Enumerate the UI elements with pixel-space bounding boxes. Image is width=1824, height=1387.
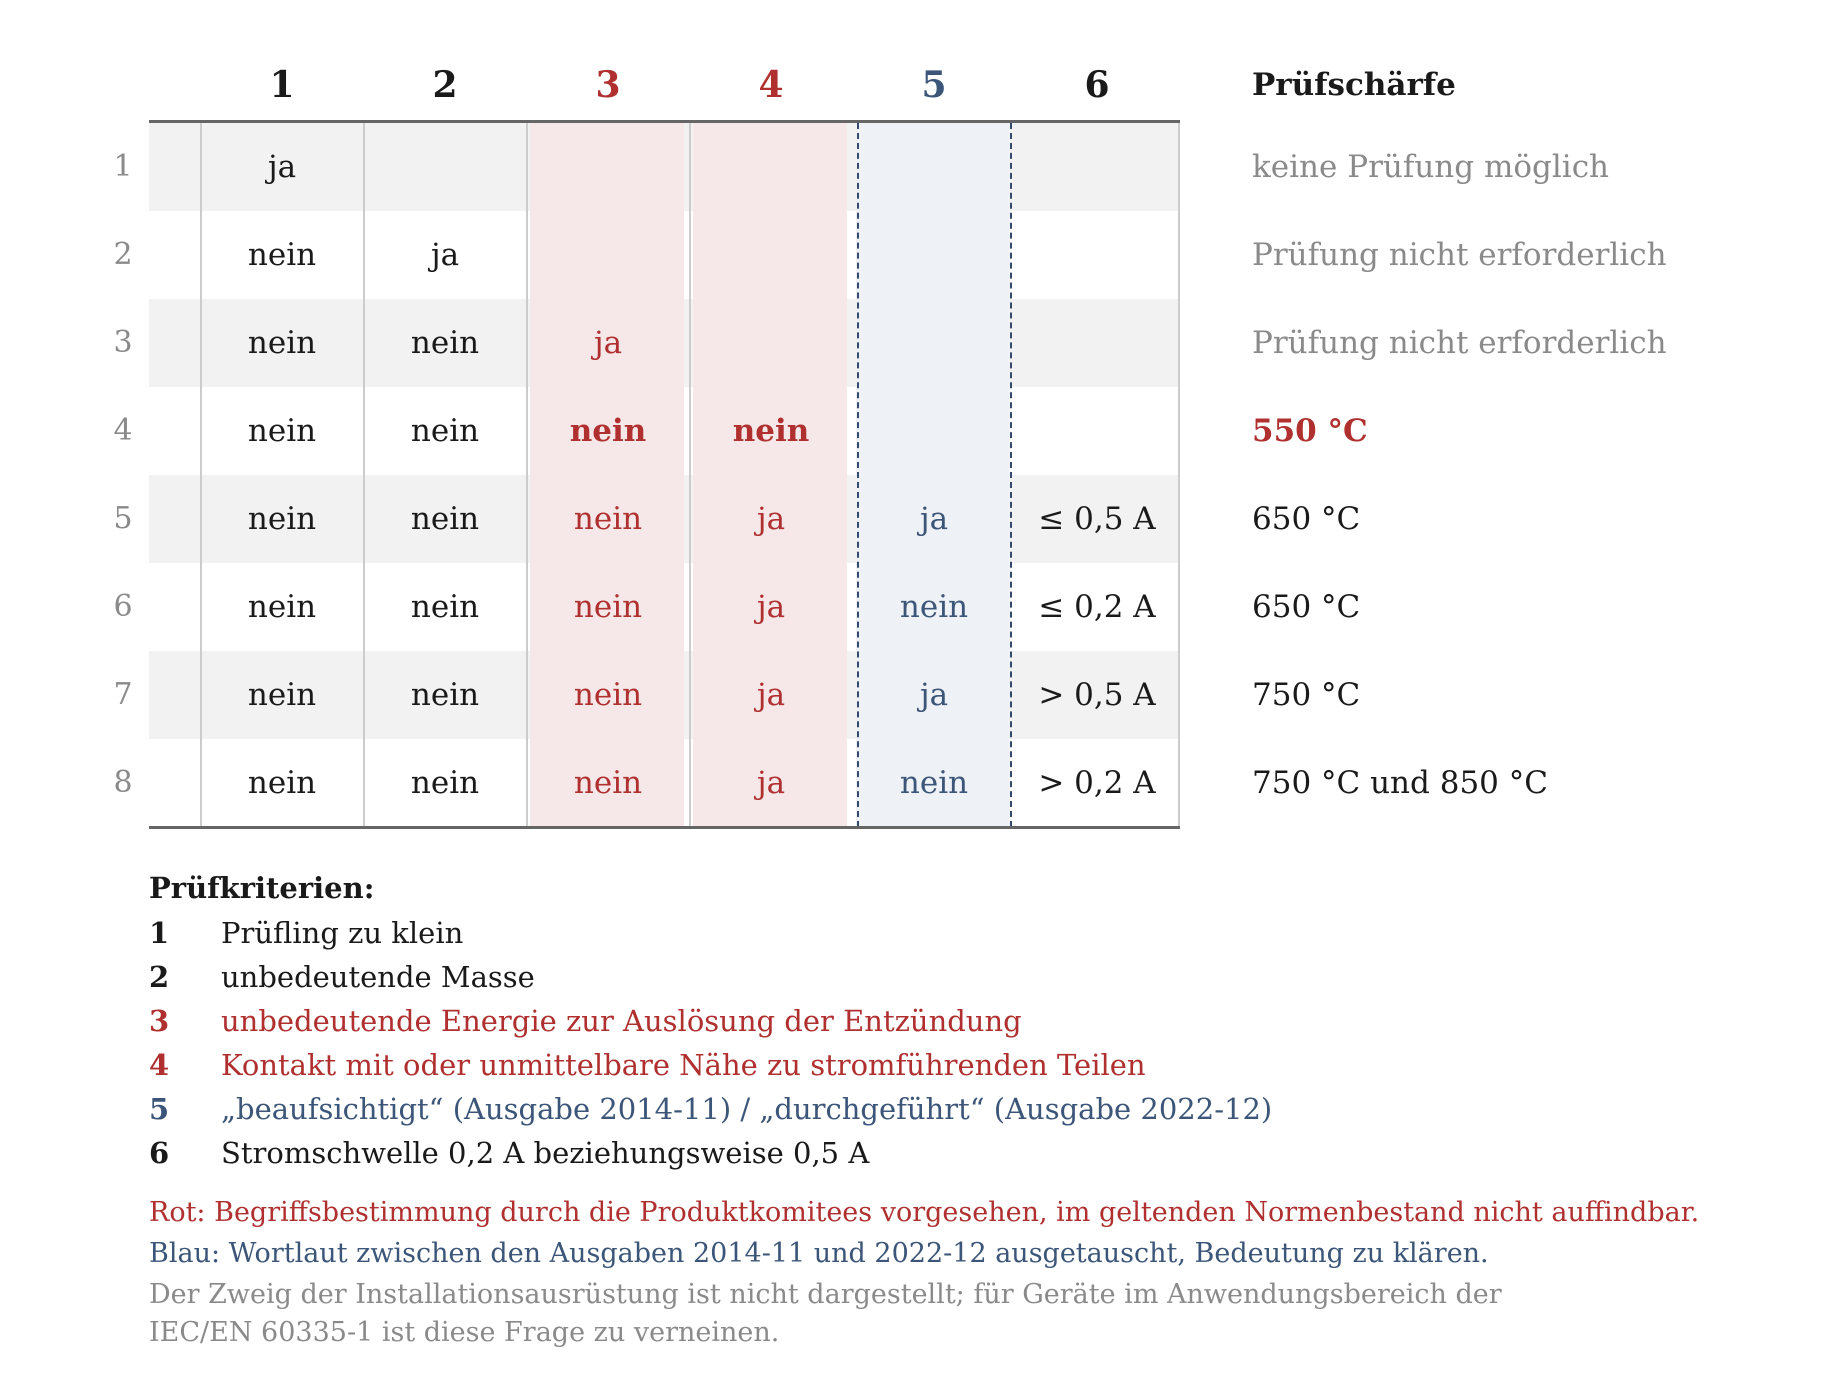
result-cell-r2: Prüfung nicht erforderlich <box>1252 237 1667 273</box>
column-separator <box>1178 123 1180 827</box>
table-cell-r4-c3: nein <box>569 413 647 449</box>
legend-text: unbedeutende Masse <box>221 960 535 994</box>
table-cell-r1-c5 <box>853 123 1015 211</box>
legend-number: 5 <box>149 1092 170 1126</box>
column-header-3: 3 <box>595 64 621 106</box>
legend-text: Kontakt mit oder unmittelbare Nähe zu stromführenden Teilen <box>221 1048 1146 1082</box>
result-cell-r4: 550 °C <box>1252 413 1368 449</box>
note-blue: Blau: Wortlaut zwischen den Ausgaben 2014-11 und 2022-12 ausgetauscht, Bedeutung zu klären. <box>149 1238 1489 1269</box>
table-cell-r7-c2: nein <box>410 677 480 713</box>
result-cell-r7: 750 °C <box>1252 677 1361 713</box>
table-cell-r4-c4: nein <box>732 413 810 449</box>
legend-title: Prüfkriterien: <box>149 871 375 905</box>
table-cell-r3-c3: ja <box>593 325 623 361</box>
table-cell-r6-c2: nein <box>410 589 480 625</box>
column-header-6: 6 <box>1084 64 1110 106</box>
table-cell-r8-c4: ja <box>756 765 786 801</box>
legend-text: Prüfling zu klein <box>221 916 464 950</box>
legend-number: 2 <box>149 960 170 994</box>
table-cell-r5-c4: ja <box>756 501 786 537</box>
table-cell-r7-c5: ja <box>919 677 949 713</box>
column-header-1: 1 <box>269 64 295 106</box>
column-header-4: 4 <box>758 64 784 106</box>
note-grey-line-2: IEC/EN 60335-1 ist diese Frage zu verneinen. <box>149 1317 780 1348</box>
table-cell-r7-c6: > 0,5 A <box>1038 677 1156 713</box>
result-cell-r3: Prüfung nicht erforderlich <box>1252 325 1667 361</box>
note-red: Rot: Begriffsbestimmung durch die Produktkomitees vorgesehen, im geltenden Normenbestand nicht auffindbar. <box>149 1197 1700 1228</box>
table-cell-r4-c6 <box>1016 387 1178 475</box>
table-cell-r1-c4 <box>690 123 852 211</box>
row-number: 8 <box>113 765 133 800</box>
table-cell-r2-c5 <box>853 211 1015 299</box>
note-grey-line-1: Der Zweig der Installationsausrüstung ist nicht dargestellt; für Geräte im Anwendungsbereich der <box>149 1279 1502 1310</box>
table-cell-r8-c1: nein <box>247 765 317 801</box>
legend-text: Stromschwelle 0,2 A beziehungsweise 0,5 A <box>221 1136 870 1170</box>
table-cell-r6-c1: nein <box>247 589 317 625</box>
legend-number: 1 <box>149 916 170 950</box>
table-cell-r5-c3: nein <box>573 501 643 537</box>
table-cell-r5-c1: nein <box>247 501 317 537</box>
table-cell-r7-c1: nein <box>247 677 317 713</box>
table-cell-r6-c4: ja <box>756 589 786 625</box>
table-cell-r8-c5: nein <box>899 765 969 801</box>
result-cell-r8: 750 °C und 850 °C <box>1252 765 1548 801</box>
row-number: 2 <box>113 237 133 272</box>
table-cell-r2-c4 <box>690 211 852 299</box>
table-cell-r2-c6 <box>1016 211 1178 299</box>
table-cell-r2-c2: ja <box>430 237 460 273</box>
table-cell-r4-c2: nein <box>410 413 480 449</box>
legend-number: 4 <box>149 1048 170 1082</box>
table-cell-r6-c5: nein <box>899 589 969 625</box>
table-cell-r3-c2: nein <box>410 325 480 361</box>
table-cell-r2-c3 <box>527 211 689 299</box>
row-number: 7 <box>113 677 133 712</box>
row-number: 1 <box>113 149 133 184</box>
table-cell-r5-c6: ≤ 0,5 A <box>1038 501 1156 537</box>
legend-number: 3 <box>149 1004 170 1038</box>
legend-text: „beaufsichtigt“ (Ausgabe 2014-11) / „durchgeführt“ (Ausgabe 2022-12) <box>221 1092 1273 1126</box>
column-header-5: 5 <box>921 64 947 106</box>
table-cell-r1-c3 <box>527 123 689 211</box>
row-number: 6 <box>113 589 133 624</box>
table-cell-r5-c2: nein <box>410 501 480 537</box>
table-cell-r1-c1: ja <box>267 149 297 185</box>
result-cell-r1: keine Prüfung möglich <box>1252 149 1610 185</box>
table-cell-r6-c3: nein <box>573 589 643 625</box>
table-cell-r3-c6 <box>1016 299 1178 387</box>
table-cell-r2-c1: nein <box>247 237 317 273</box>
row-number: 5 <box>113 501 133 536</box>
table-cell-r1-c6 <box>1016 123 1178 211</box>
table-cell-r8-c3: nein <box>573 765 643 801</box>
table-cell-r1-c2 <box>364 123 526 211</box>
legend-number: 6 <box>149 1136 170 1170</box>
row-number: 3 <box>113 325 133 360</box>
table-cell-r7-c4: ja <box>756 677 786 713</box>
table-cell-r4-c1: nein <box>247 413 317 449</box>
column-header-2: 2 <box>432 64 458 106</box>
table-cell-r7-c3: nein <box>573 677 643 713</box>
table-cell-r4-c5 <box>853 387 1015 475</box>
result-cell-r6: 650 °C <box>1252 589 1361 625</box>
table-cell-r6-c6: ≤ 0,2 A <box>1038 589 1156 625</box>
legend-text: unbedeutende Energie zur Auslösung der Entzündung <box>221 1004 1022 1038</box>
row-number: 4 <box>113 413 133 448</box>
result-column-header: Prüfschärfe <box>1252 67 1456 103</box>
table-cell-r3-c5 <box>853 299 1015 387</box>
table-cell-r3-c1: nein <box>247 325 317 361</box>
table-cell-r5-c5: ja <box>919 501 949 537</box>
result-cell-r5: 650 °C <box>1252 501 1361 537</box>
table-cell-r8-c2: nein <box>410 765 480 801</box>
table-cell-r3-c4 <box>690 299 852 387</box>
table-cell-r8-c6: > 0,2 A <box>1038 765 1156 801</box>
